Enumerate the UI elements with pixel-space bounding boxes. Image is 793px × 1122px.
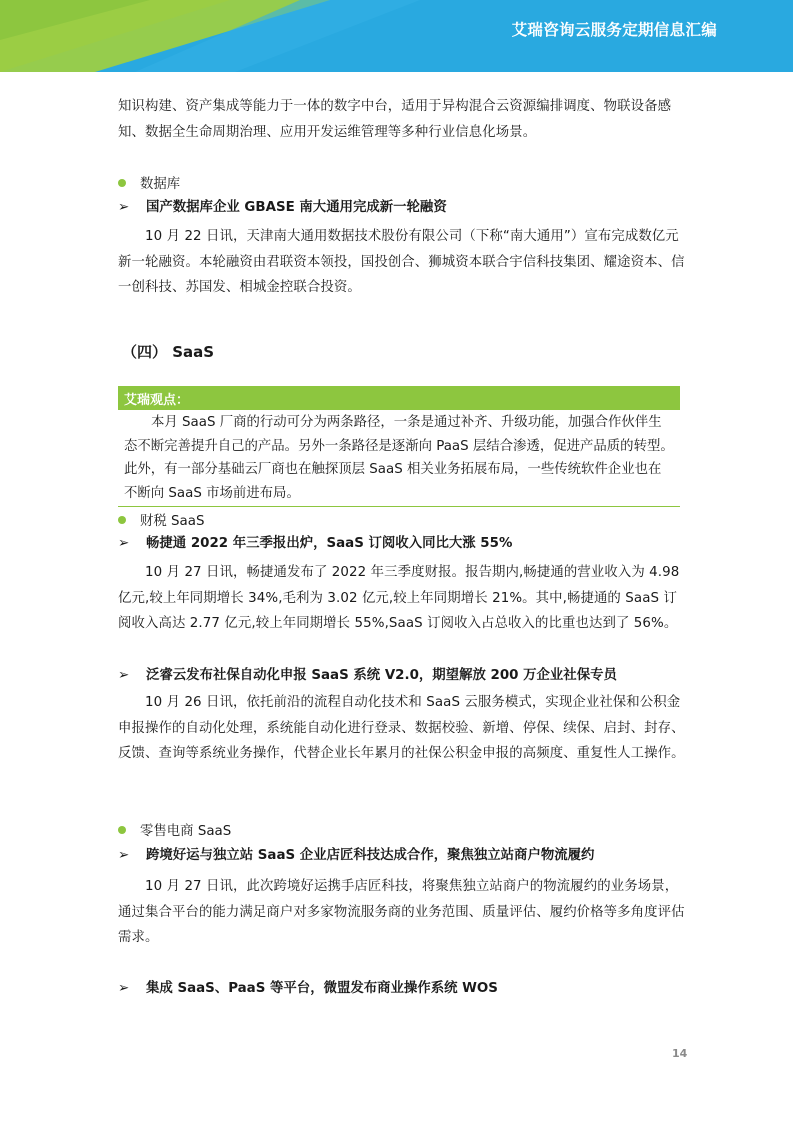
bullet-retail-saas — [118, 821, 231, 843]
page-header — [0, 0, 793, 72]
headline-text: 泛睿云发布社保自动化申报 SaaS 系统 V2.0，期望解放 200 万企业社保专员 — [146, 668, 617, 683]
bullet-label: 数据库 — [140, 177, 181, 192]
bullet-dot-icon — [118, 826, 126, 834]
headline-text: 国产数据库企业 GBASE 南大通用完成新一轮融资 — [146, 200, 447, 215]
headline-text: 跨境好运与独立站 SaaS 企业店匠科技达成合作，聚焦独立站商户物流履约 — [146, 848, 595, 863]
bullet-finance-saas — [118, 511, 204, 533]
view-text: 本月 SaaS 厂商的行动可分为两条路径，一条是通过补齐、升级功能，加强合作伙伴生态不断完善提升自己的产品。另外一条路径是逐渐向 PaaS 层结合渗透，促进产品质的转型。此外，有一部分基础云厂商也在触探顶层 SaaS 相关业务拓展布局，一些传统软件企业也在不断向 SaaS 市场前进布局。 — [124, 415, 674, 501]
news-body: 10 月 27 日讯，此次跨境好运携手店匠科技，将聚焦独立站商户的物流履约的业务场景，通过集合平台的能力满足商户对多家物流服务商的业务范围、质量评估、履约价格等多角度评估需求。 — [118, 879, 685, 945]
bullet-label: 财税 SaaS — [140, 514, 205, 529]
bullet-database — [118, 174, 180, 196]
news-body: 10 月 27 日讯，畅捷通发布了 2022 年三季度财报。报告期内,畅捷通的营业收入为 4.98 亿元,较上年同期增长 34%,毛利为 3.02 亿元,较上年同期增长 21%。其中,畅捷通的 SaaS 订阅收入高达 2.77 亿元,较上年同期增长 55%,SaaS 订阅收入占总收入的比重也达到了 56%。 — [118, 565, 680, 631]
headline-text: 集成 SaaS、PaaS 等平台，微盟发布商业操作系统 WOS — [146, 981, 498, 996]
news-headline — [118, 845, 594, 867]
bullet-dot-icon — [118, 516, 126, 524]
view-label-bar — [118, 386, 680, 410]
news-body: 10 月 26 日讯，依托前沿的流程自动化技术和 SaaS 云服务模式，实现企业社保和公积金申报操作的自动化处理，系统能自动化进行登录、数据校验、新增、停保、续保、启封、封存、反馈、查询等系统业务操作，代替企业长年累月的社保公积金申报的高频度、重复性人工操作。 — [118, 695, 685, 761]
arrow-bullet-icon: ➢ — [118, 536, 130, 551]
view-label: 艾瑞观点： — [124, 393, 190, 408]
news-headline — [118, 978, 498, 1000]
bullet-label: 零售电商 SaaS — [140, 824, 232, 839]
view-bottom-rule — [118, 506, 680, 507]
iresearch-view-box — [118, 386, 680, 507]
intro-paragraph: 知识构建、资产集成等能力于一体的数字中台，适用于异构混合云资源编排调度、物联设备感知、数据全生命周期治理、应用开发运维管理等多种行业信息化场景。 — [118, 99, 672, 140]
news-body: 10 月 22 日讯，天津南大通用数据技术股份有限公司（下称“南大通用”）宣布完成数亿元新一轮融资。本轮融资由君联资本领投，国投创合、狮城资本联合宇信科技集团、耀途资本、信一创科技、苏国发、相城金控联合投资。 — [118, 229, 685, 295]
header-title: 艾瑞咨询云服务定期信息汇编 — [511, 21, 717, 39]
section-title: （四） SaaS — [122, 343, 215, 361]
news-headline — [118, 665, 617, 687]
arrow-bullet-icon: ➢ — [118, 981, 130, 996]
bullet-dot-icon — [118, 179, 126, 187]
arrow-bullet-icon: ➢ — [118, 668, 130, 683]
headline-text: 畅捷通 2022 年三季报出炉，SaaS 订阅收入同比大涨 55% — [146, 536, 513, 551]
news-headline — [118, 197, 447, 219]
page-number: 14 — [672, 1047, 688, 1060]
arrow-bullet-icon: ➢ — [118, 848, 130, 863]
news-headline — [118, 533, 512, 555]
arrow-bullet-icon: ➢ — [118, 200, 130, 215]
